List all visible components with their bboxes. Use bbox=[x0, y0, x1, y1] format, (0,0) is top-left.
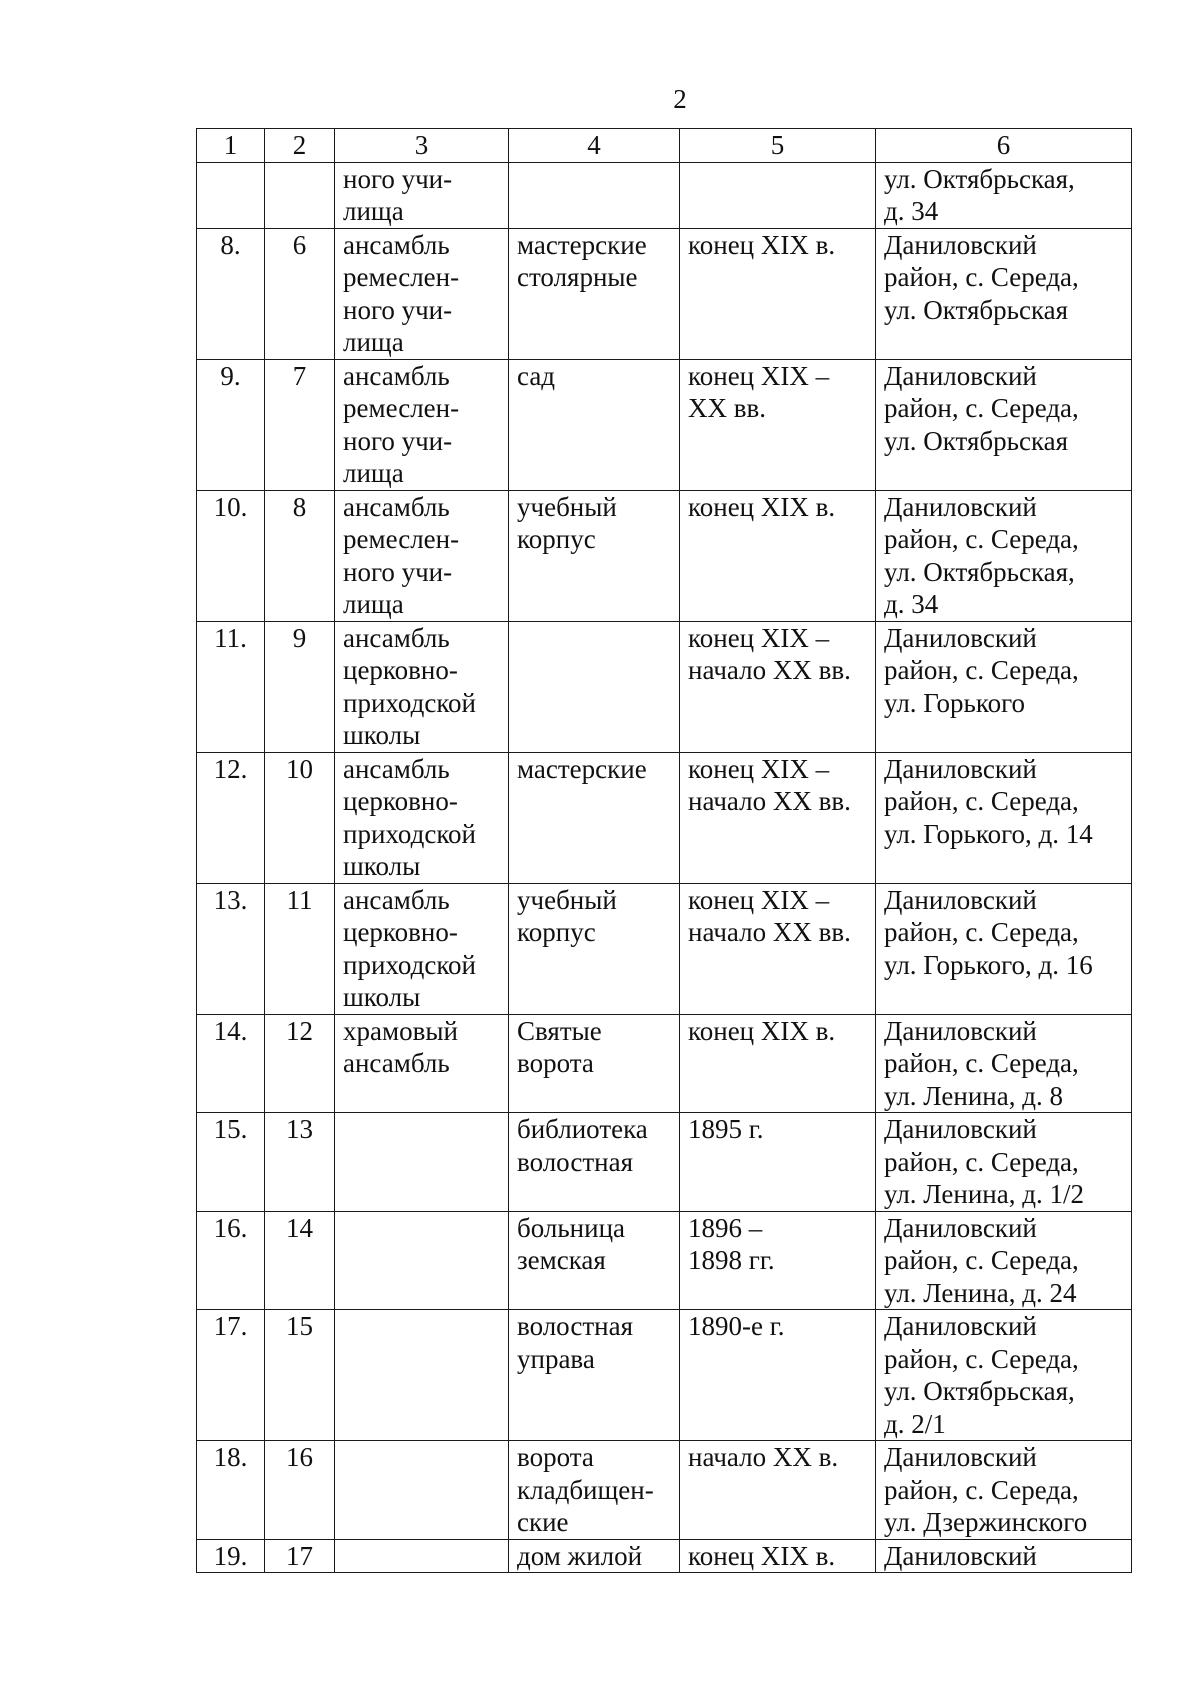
dating-cell: 1895 г. bbox=[680, 1113, 876, 1212]
table-row bbox=[197, 1539, 1132, 1573]
ensemble-cell bbox=[335, 1211, 509, 1310]
ensemble-cell: ансамбль ремеслен- ного учи- лища bbox=[335, 490, 509, 621]
table-row bbox=[197, 752, 1132, 883]
dating-cell bbox=[680, 162, 876, 228]
address-cell: Даниловский район, с. Середа, ул. Октябрьская bbox=[876, 359, 1132, 490]
row-number-cell: 14. bbox=[197, 1014, 265, 1113]
dating-cell: конец XIX в. bbox=[680, 228, 876, 359]
address-cell: Даниловский район, с. Середа, ул. Ленина, д. 8 bbox=[876, 1014, 1132, 1113]
ensemble-cell bbox=[335, 1539, 509, 1573]
ensemble-cell: храмовый ансамбль bbox=[335, 1014, 509, 1113]
object-number-cell: 10 bbox=[265, 752, 335, 883]
object-name-cell: волостная управа bbox=[509, 1310, 680, 1441]
object-name-cell: мастерские bbox=[509, 752, 680, 883]
address-cell: Даниловский район, с. Середа, ул. Октябрьская bbox=[876, 228, 1132, 359]
object-number-cell bbox=[265, 162, 335, 228]
row-number-cell: 8. bbox=[197, 228, 265, 359]
address-cell: Даниловский район, с. Середа, ул. Горького bbox=[876, 621, 1132, 752]
object-number-cell: 12 bbox=[265, 1014, 335, 1113]
object-number-cell: 7 bbox=[265, 359, 335, 490]
object-name-cell: учебный корпус bbox=[509, 490, 680, 621]
row-number-cell: 15. bbox=[197, 1113, 265, 1212]
page-number: 2 bbox=[673, 84, 687, 114]
dating-cell: конец XIX – XX вв. bbox=[680, 359, 876, 490]
object-name-cell: ворота кладбищен- ские bbox=[509, 1441, 680, 1540]
ensemble-cell bbox=[335, 1310, 509, 1441]
column-number-row bbox=[197, 129, 1132, 163]
dating-cell: конец XIX – начало XX вв. bbox=[680, 621, 876, 752]
dating-cell: 1890-е г. bbox=[680, 1310, 876, 1441]
ensemble-cell: ного учи- лища bbox=[335, 162, 509, 228]
row-number-cell: 11. bbox=[197, 621, 265, 752]
table-body bbox=[197, 129, 1132, 1573]
object-number-cell: 13 bbox=[265, 1113, 335, 1212]
row-number-cell: 10. bbox=[197, 490, 265, 621]
address-cell: Даниловский район, с. Середа, ул. Октябрьская, д. 2/1 bbox=[876, 1310, 1132, 1441]
row-number-cell bbox=[197, 162, 265, 228]
table-row bbox=[197, 1310, 1132, 1441]
row-number-cell: 13. bbox=[197, 883, 265, 1014]
ensemble-cell: ансамбль церковно- приходской школы bbox=[335, 752, 509, 883]
address-cell: Даниловский район, с. Середа, ул. Ленина, д. 24 bbox=[876, 1211, 1132, 1310]
object-number-cell: 16 bbox=[265, 1441, 335, 1540]
table-row bbox=[197, 1014, 1132, 1113]
column-number-3: 3 bbox=[335, 129, 509, 163]
dating-cell: конец XIX в. bbox=[680, 1539, 876, 1573]
ensemble-cell bbox=[335, 1113, 509, 1212]
ensemble-cell bbox=[335, 1441, 509, 1540]
heritage-objects-table bbox=[196, 128, 1132, 1573]
address-cell: ул. Октябрьская, д. 34 bbox=[876, 162, 1132, 228]
object-name-cell: учебный корпус bbox=[509, 883, 680, 1014]
object-name-cell bbox=[509, 162, 680, 228]
column-number-1: 1 bbox=[197, 129, 265, 163]
dating-cell: конец XIX – начало XX вв. bbox=[680, 883, 876, 1014]
object-number-cell: 14 bbox=[265, 1211, 335, 1310]
ensemble-cell: ансамбль церковно- приходской школы bbox=[335, 621, 509, 752]
dating-cell: конец XIX в. bbox=[680, 490, 876, 621]
address-cell: Даниловский район, с. Середа, ул. Горького, д. 16 bbox=[876, 883, 1132, 1014]
table-row bbox=[197, 621, 1132, 752]
row-number-cell: 17. bbox=[197, 1310, 265, 1441]
object-name-cell: мастерские столярные bbox=[509, 228, 680, 359]
table-row bbox=[197, 1441, 1132, 1540]
object-name-cell: больница земская bbox=[509, 1211, 680, 1310]
dating-cell: 1896 – 1898 гг. bbox=[680, 1211, 876, 1310]
address-cell: Даниловский район, с. Середа, ул. Ленина, д. 1/2 bbox=[876, 1113, 1132, 1212]
object-name-cell: Святые ворота bbox=[509, 1014, 680, 1113]
object-number-cell: 15 bbox=[265, 1310, 335, 1441]
table-row bbox=[197, 228, 1132, 359]
table-row bbox=[197, 1211, 1132, 1310]
column-number-4: 4 bbox=[509, 129, 680, 163]
object-number-cell: 17 bbox=[265, 1539, 335, 1573]
object-name-cell: сад bbox=[509, 359, 680, 490]
table-row bbox=[197, 359, 1132, 490]
table-row bbox=[197, 883, 1132, 1014]
row-number-cell: 9. bbox=[197, 359, 265, 490]
column-number-5: 5 bbox=[680, 129, 876, 163]
dating-cell: конец XIX в. bbox=[680, 1014, 876, 1113]
object-name-cell bbox=[509, 621, 680, 752]
table-row bbox=[197, 162, 1132, 228]
address-cell: Даниловский район, с. Середа, ул. Горького, д. 14 bbox=[876, 752, 1132, 883]
row-number-cell: 18. bbox=[197, 1441, 265, 1540]
object-name-cell: библиотека волостная bbox=[509, 1113, 680, 1212]
object-number-cell: 8 bbox=[265, 490, 335, 621]
dating-cell: начало XX в. bbox=[680, 1441, 876, 1540]
dating-cell: конец XIX – начало XX вв. bbox=[680, 752, 876, 883]
row-number-cell: 12. bbox=[197, 752, 265, 883]
address-cell: Даниловский район, с. Середа, ул. Октябрьская, д. 34 bbox=[876, 490, 1132, 621]
table-row bbox=[197, 1113, 1132, 1212]
ensemble-cell: ансамбль ремеслен- ного учи- лища bbox=[335, 359, 509, 490]
address-cell: Даниловский район, с. Середа, ул. Дзержинского bbox=[876, 1441, 1132, 1540]
row-number-cell: 16. bbox=[197, 1211, 265, 1310]
object-number-cell: 6 bbox=[265, 228, 335, 359]
column-number-2: 2 bbox=[265, 129, 335, 163]
ensemble-cell: ансамбль ремеслен- ного учи- лища bbox=[335, 228, 509, 359]
address-cell: Даниловский bbox=[876, 1539, 1132, 1573]
table-row bbox=[197, 490, 1132, 621]
column-number-6: 6 bbox=[876, 129, 1132, 163]
object-number-cell: 9 bbox=[265, 621, 335, 752]
ensemble-cell: ансамбль церковно- приходской школы bbox=[335, 883, 509, 1014]
object-name-cell: дом жилой bbox=[509, 1539, 680, 1573]
row-number-cell: 19. bbox=[197, 1539, 265, 1573]
object-number-cell: 11 bbox=[265, 883, 335, 1014]
